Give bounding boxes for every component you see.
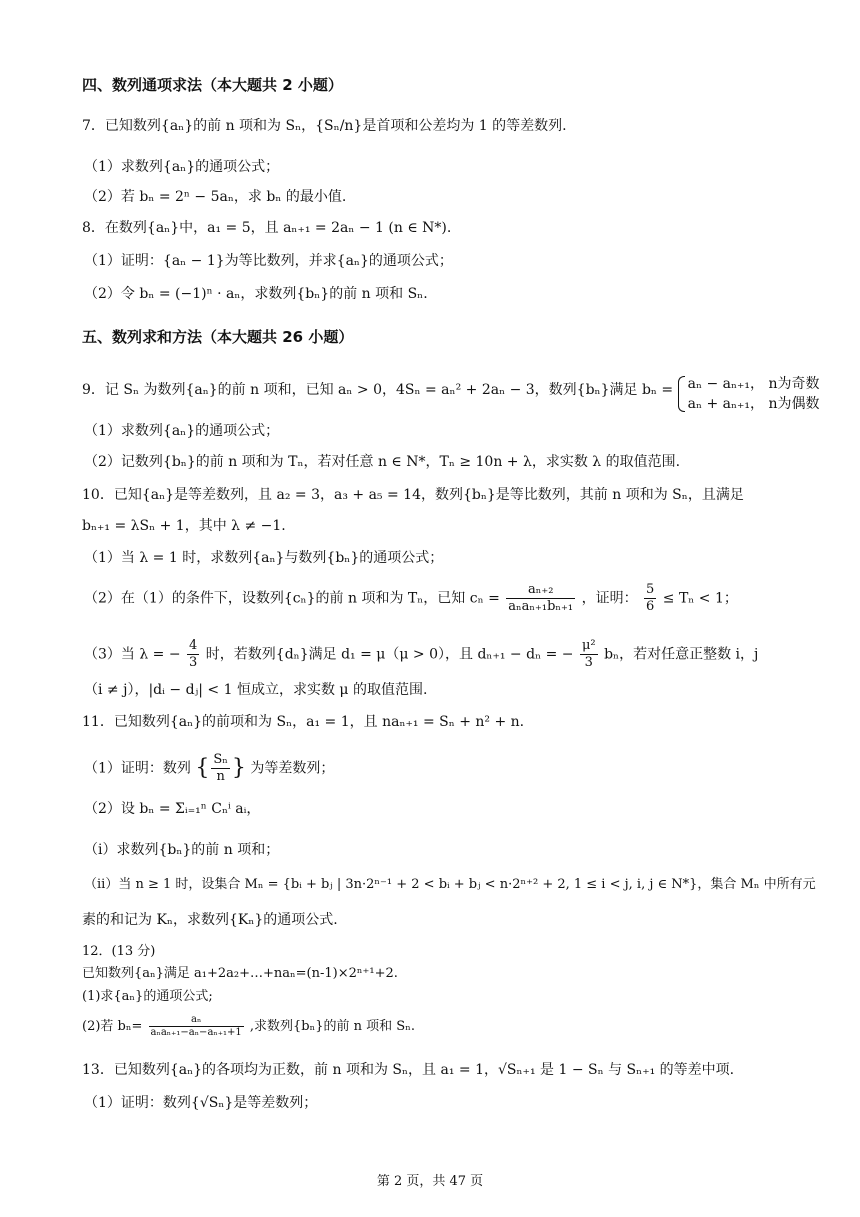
q12-bn-numerator: aₙ — [149, 1014, 244, 1027]
q9-part1: （1）求数列{aₙ}的通项公式； — [84, 423, 280, 439]
q12-part1: (1)求{aₙ}的通项公式; — [82, 989, 213, 1004]
q9-stem-text: 9．记 Sₙ 为数列{aₙ}的前 n 项和，已知 aₙ > 0，4Sₙ = aₙ² + 2aₙ − 3，数列{bₙ}满足 bₙ = — [82, 382, 674, 398]
q8-part2: （2）令 bₙ = (−1)ⁿ · aₙ，求数列{bₙ}的前 n 项和 Sₙ. — [84, 286, 428, 302]
q11-part2-ii-line2: 素的和记为 Kₙ，求数列{Kₙ}的通项公式. — [82, 912, 338, 928]
q13-stem: 13．已知数列{aₙ}的各项均为正数，前 n 项和为 Sₙ，且 a₁ = 1，√Sₙ₊₁ 是 1 − Sₙ 与 Sₙ₊₁ 的等差中项. — [82, 1062, 735, 1078]
q8-stem: 8．在数列{aₙ}中，a₁ = 5，且 aₙ₊₁ = 2aₙ − 1 (n ∈ N*). — [82, 220, 452, 236]
q7-part1: （1）求数列{aₙ}的通项公式； — [84, 159, 280, 175]
q9-piecewise — [678, 374, 820, 414]
q10-part3 — [84, 638, 758, 671]
q11-part1 — [84, 752, 334, 785]
q10-cn-fraction — [506, 582, 575, 615]
q8-part1: （1）证明：{aₙ − 1}为等比数列，并求{aₙ}的通项公式； — [84, 253, 453, 269]
q10-mu-denominator: 3 — [584, 655, 593, 670]
q12-bn-denominator: aₙaₙ₊₁−aₙ−aₙ₊₁+1 — [150, 1027, 242, 1038]
q11-part2: （2）设 bₙ = Σᵢ₌₁ⁿ Cₙⁱ aᵢ， — [84, 801, 261, 817]
q10-cn-numerator: aₙ₊₂ — [506, 582, 575, 599]
q10-cn-denominator: aₙaₙ₊₁bₙ₊₁ — [508, 599, 574, 614]
q11-right-brace: } — [231, 755, 246, 781]
q10-mu-fraction — [580, 638, 598, 671]
q11-part2-ii: （ii）当 n ≥ 1 时，设集合 Mₙ = {bᵢ + bⱼ | 3n·2ⁿ⁻¹ + 2 < bᵢ + bⱼ < n·2ⁿ⁺² + 2, 1 ≤ i < j, i, j ∈ N*}，集合 Mₙ 中所有元 — [84, 877, 816, 892]
q11-part1-text: （1）证明：数列 — [84, 760, 191, 777]
q10-lambda-numerator: 4 — [189, 638, 198, 653]
q12-part2 — [82, 1014, 415, 1039]
q13-part1: （1）证明：数列{√Sₙ}是等差数列； — [84, 1095, 318, 1111]
q11-left-brace: { — [195, 755, 210, 781]
q10-stem-line1: 10．已知{aₙ}是等差数列，且 a₂ = 3，a₃ + a₅ = 14，数列{bₙ}是等比数列，其前 n 项和为 Sₙ，且满足 — [82, 487, 744, 503]
q9-stem — [82, 374, 820, 414]
q9-case-odd: aₙ − aₙ₊₁， n为奇数 — [687, 376, 820, 392]
q10-lambda-fraction — [187, 638, 199, 671]
q12-part2-text: (2)若 bₙ= — [82, 1019, 143, 1034]
q10-part3-tail: bₙ，若对任意正整数 i，j — [604, 646, 759, 663]
section-5-title: 五、数列求和方法（本大题共 26 小题） — [82, 328, 354, 346]
q10-stem-line2: bₙ₊₁ = λSₙ + 1，其中 λ ≠ −1. — [82, 518, 286, 534]
q10-part2-inequality: ≤ Tₙ < 1； — [662, 590, 738, 607]
q11-sn-numerator: Sₙ — [213, 752, 228, 767]
q10-part2-prove: ，证明： — [581, 590, 638, 607]
q10-part3-lambda: （3）当 λ = − — [84, 646, 181, 663]
q11-stem: 11．已知数列{aₙ}的前项和为 Sₙ，a₁ = 1，且 naₙ₊₁ = Sₙ + n² + n. — [82, 714, 525, 730]
q12-header: 12．(13 分) — [82, 944, 156, 959]
q10-part3-line2: （i ≠ j），|dᵢ − dⱼ| < 1 恒成立，求实数 μ 的取值范围. — [84, 682, 428, 698]
q10-part3-text: 时，若数列{dₙ}满足 d₁ = μ（μ > 0），且 dₙ₊₁ − dₙ = − — [205, 646, 574, 663]
q7-part2: （2）若 bₙ = 2ⁿ − 5aₙ，求 bₙ 的最小值. — [84, 189, 347, 205]
q11-part2-i: （i）求数列{bₙ}的前 n 项和； — [84, 842, 280, 858]
q11-sn-fraction — [211, 752, 230, 785]
q10-part2 — [84, 582, 738, 615]
q10-lambda-denominator: 3 — [189, 655, 198, 670]
q12-stem: 已知数列{aₙ}满足 a₁+2a₂+…+naₙ=(n-1)×2ⁿ⁺¹+2. — [82, 966, 398, 981]
q9-part2: （2）记数列{bₙ}的前 n 项和为 Tₙ，若对任意 n ∈ N*，Tₙ ≥ 10n + λ，求实数 λ 的取值范围. — [84, 454, 681, 470]
q10-part2-text: （2）在（1）的条件下，设数列{cₙ}的前 n 项和为 Tₙ，已知 cₙ = — [84, 590, 500, 607]
q10-part1: （1）当 λ = 1 时，求数列{aₙ}与数列{bₙ}的通项公式； — [84, 550, 444, 566]
q10-bound-fraction — [644, 582, 656, 615]
q7-stem: 7．已知数列{aₙ}的前 n 项和为 Sₙ，{Sₙ/n}是首项和公差均为 1 的等差数列. — [82, 118, 567, 134]
q10-bound-denominator: 6 — [646, 599, 655, 614]
section-4-title: 四、数列通项求法（本大题共 2 小题） — [82, 76, 343, 94]
q10-bound-numerator: 5 — [646, 582, 655, 597]
q10-mu-numerator: μ² — [581, 638, 596, 653]
q9-case-even: aₙ + aₙ₊₁， n为偶数 — [687, 396, 820, 412]
q12-bn-fraction — [149, 1014, 244, 1039]
q12-part2-tail: ,求数列{bₙ}的前 n 项和 Sₙ. — [249, 1019, 415, 1034]
q11-part1-tail: 为等差数列； — [250, 760, 335, 777]
q11-sn-denominator: n — [216, 769, 225, 784]
page-footer: 第 2 页，共 47 页 — [376, 1174, 484, 1189]
